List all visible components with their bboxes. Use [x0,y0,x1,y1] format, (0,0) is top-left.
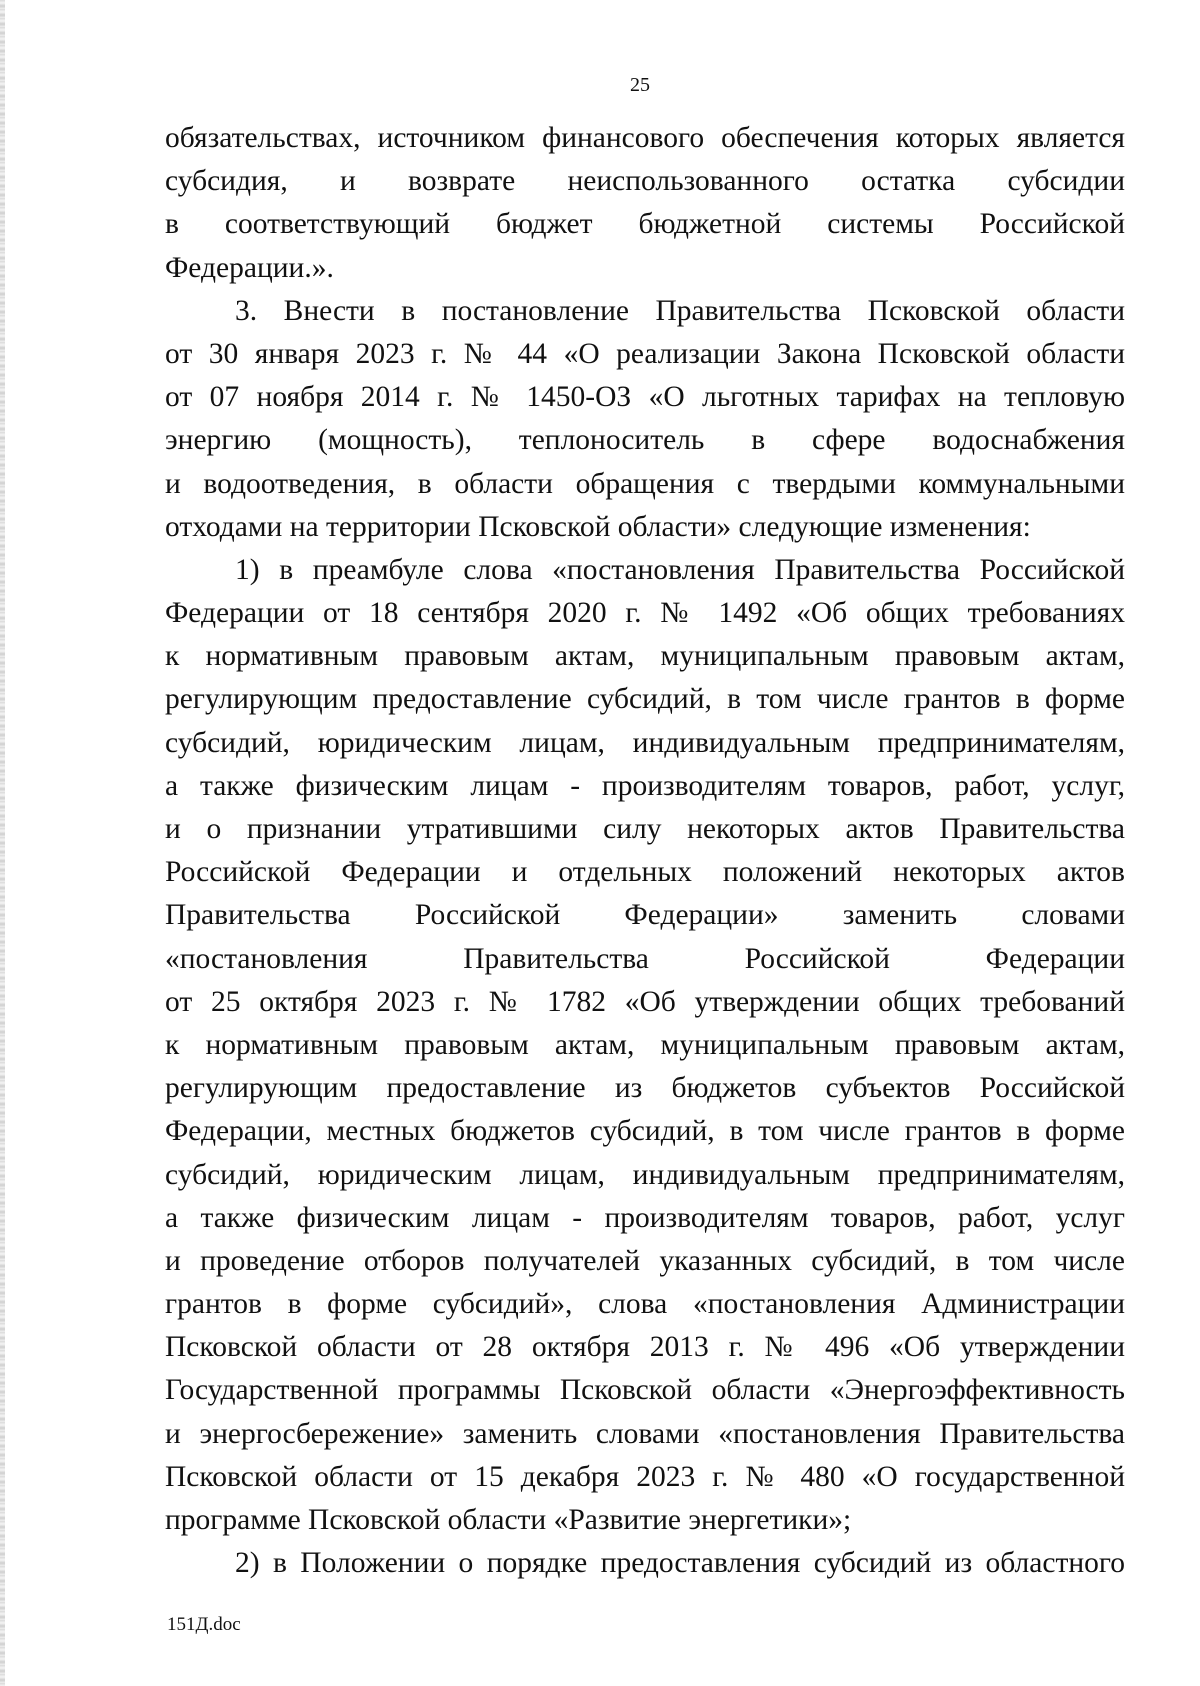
paragraph-start-line: 3. Внести в постановление Правительства Псковской области [235,294,1125,327]
text-line: Государственной программы Псковской области «Энергоэффективность [165,1374,1125,1407]
page-number: 25 [630,74,650,96]
text-line: а также физическим лицам - производителям товаров, работ, услуг, [165,769,1125,802]
text-line: субсидий, юридическим лицам, индивидуальным предпринимателям, [165,726,1125,759]
text-line: к нормативным правовым актам, муниципальным правовым актам, [165,1028,1125,1061]
text-line: от 25 октября 2023 г. № 1782 «Об утверждении общих требований [165,985,1125,1018]
text-line: «постановления Правительства Российской Федерации [165,942,1125,975]
text-line: энергию (мощность), теплоноситель в сфере водоснабжения [165,424,1125,457]
text-line: Российской Федерации и отдельных положений некоторых актов [165,856,1125,889]
text-line: от 30 января 2023 г. № 44 «О реализации Закона Псковской области [165,337,1125,370]
document-body [165,117,1125,1585]
text-line: а также физическим лицам - производителям товаров, работ, услуг [165,1201,1125,1234]
text-line: и проведение отборов получателей указанных субсидий, в том числе [165,1244,1125,1277]
text-line: в соответствующий бюджет бюджетной системы Российской [165,208,1125,241]
paragraph-start-line: 1) в преамбуле слова «постановления Правительства Российской [235,553,1125,586]
text-line: Правительства Российской Федерации» заменить словами [165,899,1125,932]
text-line: Псковской области от 28 октября 2013 г. № 496 «Об утверждении [165,1331,1125,1364]
text-line: Федерации.». [165,251,334,284]
text-line: Федерации, местных бюджетов субсидий, в том числе грантов в форме [165,1115,1125,1148]
text-line: субсидия, и возврате неиспользованного остатка субсидии [165,165,1125,198]
scan-edge [0,0,5,1686]
text-line: и о признании утратившими силу некоторых актов Правительства [165,813,1125,845]
text-line: Федерации от 18 сентября 2020 г. № 1492 «Об общих требованиях [165,597,1125,630]
paragraph-start-line: 2) в Положении о порядке предоставления субсидий из областного [235,1547,1125,1580]
text-line: обязательствах, источником финансового обеспечения которых является [165,122,1125,154]
text-line: к нормативным правовым актам, муниципальным правовым актам, [165,640,1125,673]
footer-filename: 151Д.doc [167,1614,241,1635]
text-line: отходами на территории Псковской области» следующие изменения: [165,510,1031,543]
text-line: регулирующим предоставление из бюджетов субъектов Российской [165,1072,1125,1105]
text-line: субсидий, юридическим лицам, индивидуальным предпринимателям, [165,1158,1125,1191]
text-line: грантов в форме субсидий», слова «постановления Администрации [165,1288,1125,1321]
text-line: и энергосбережение» заменить словами «постановления Правительства [165,1417,1125,1450]
text-line: от 07 ноября 2014 г. № 1450-ОЗ «О льготных тарифах на тепловую [165,381,1125,414]
text-line: и водоотведения, в области обращения с твердыми коммунальными [165,467,1125,500]
text-line: программе Псковской области «Развитие энергетики»; [165,1504,852,1536]
text-line: регулирующим предоставление субсидий, в том числе грантов в форме [165,683,1125,716]
text-line: Псковской области от 15 декабря 2023 г. № 480 «О государственной [165,1460,1125,1493]
